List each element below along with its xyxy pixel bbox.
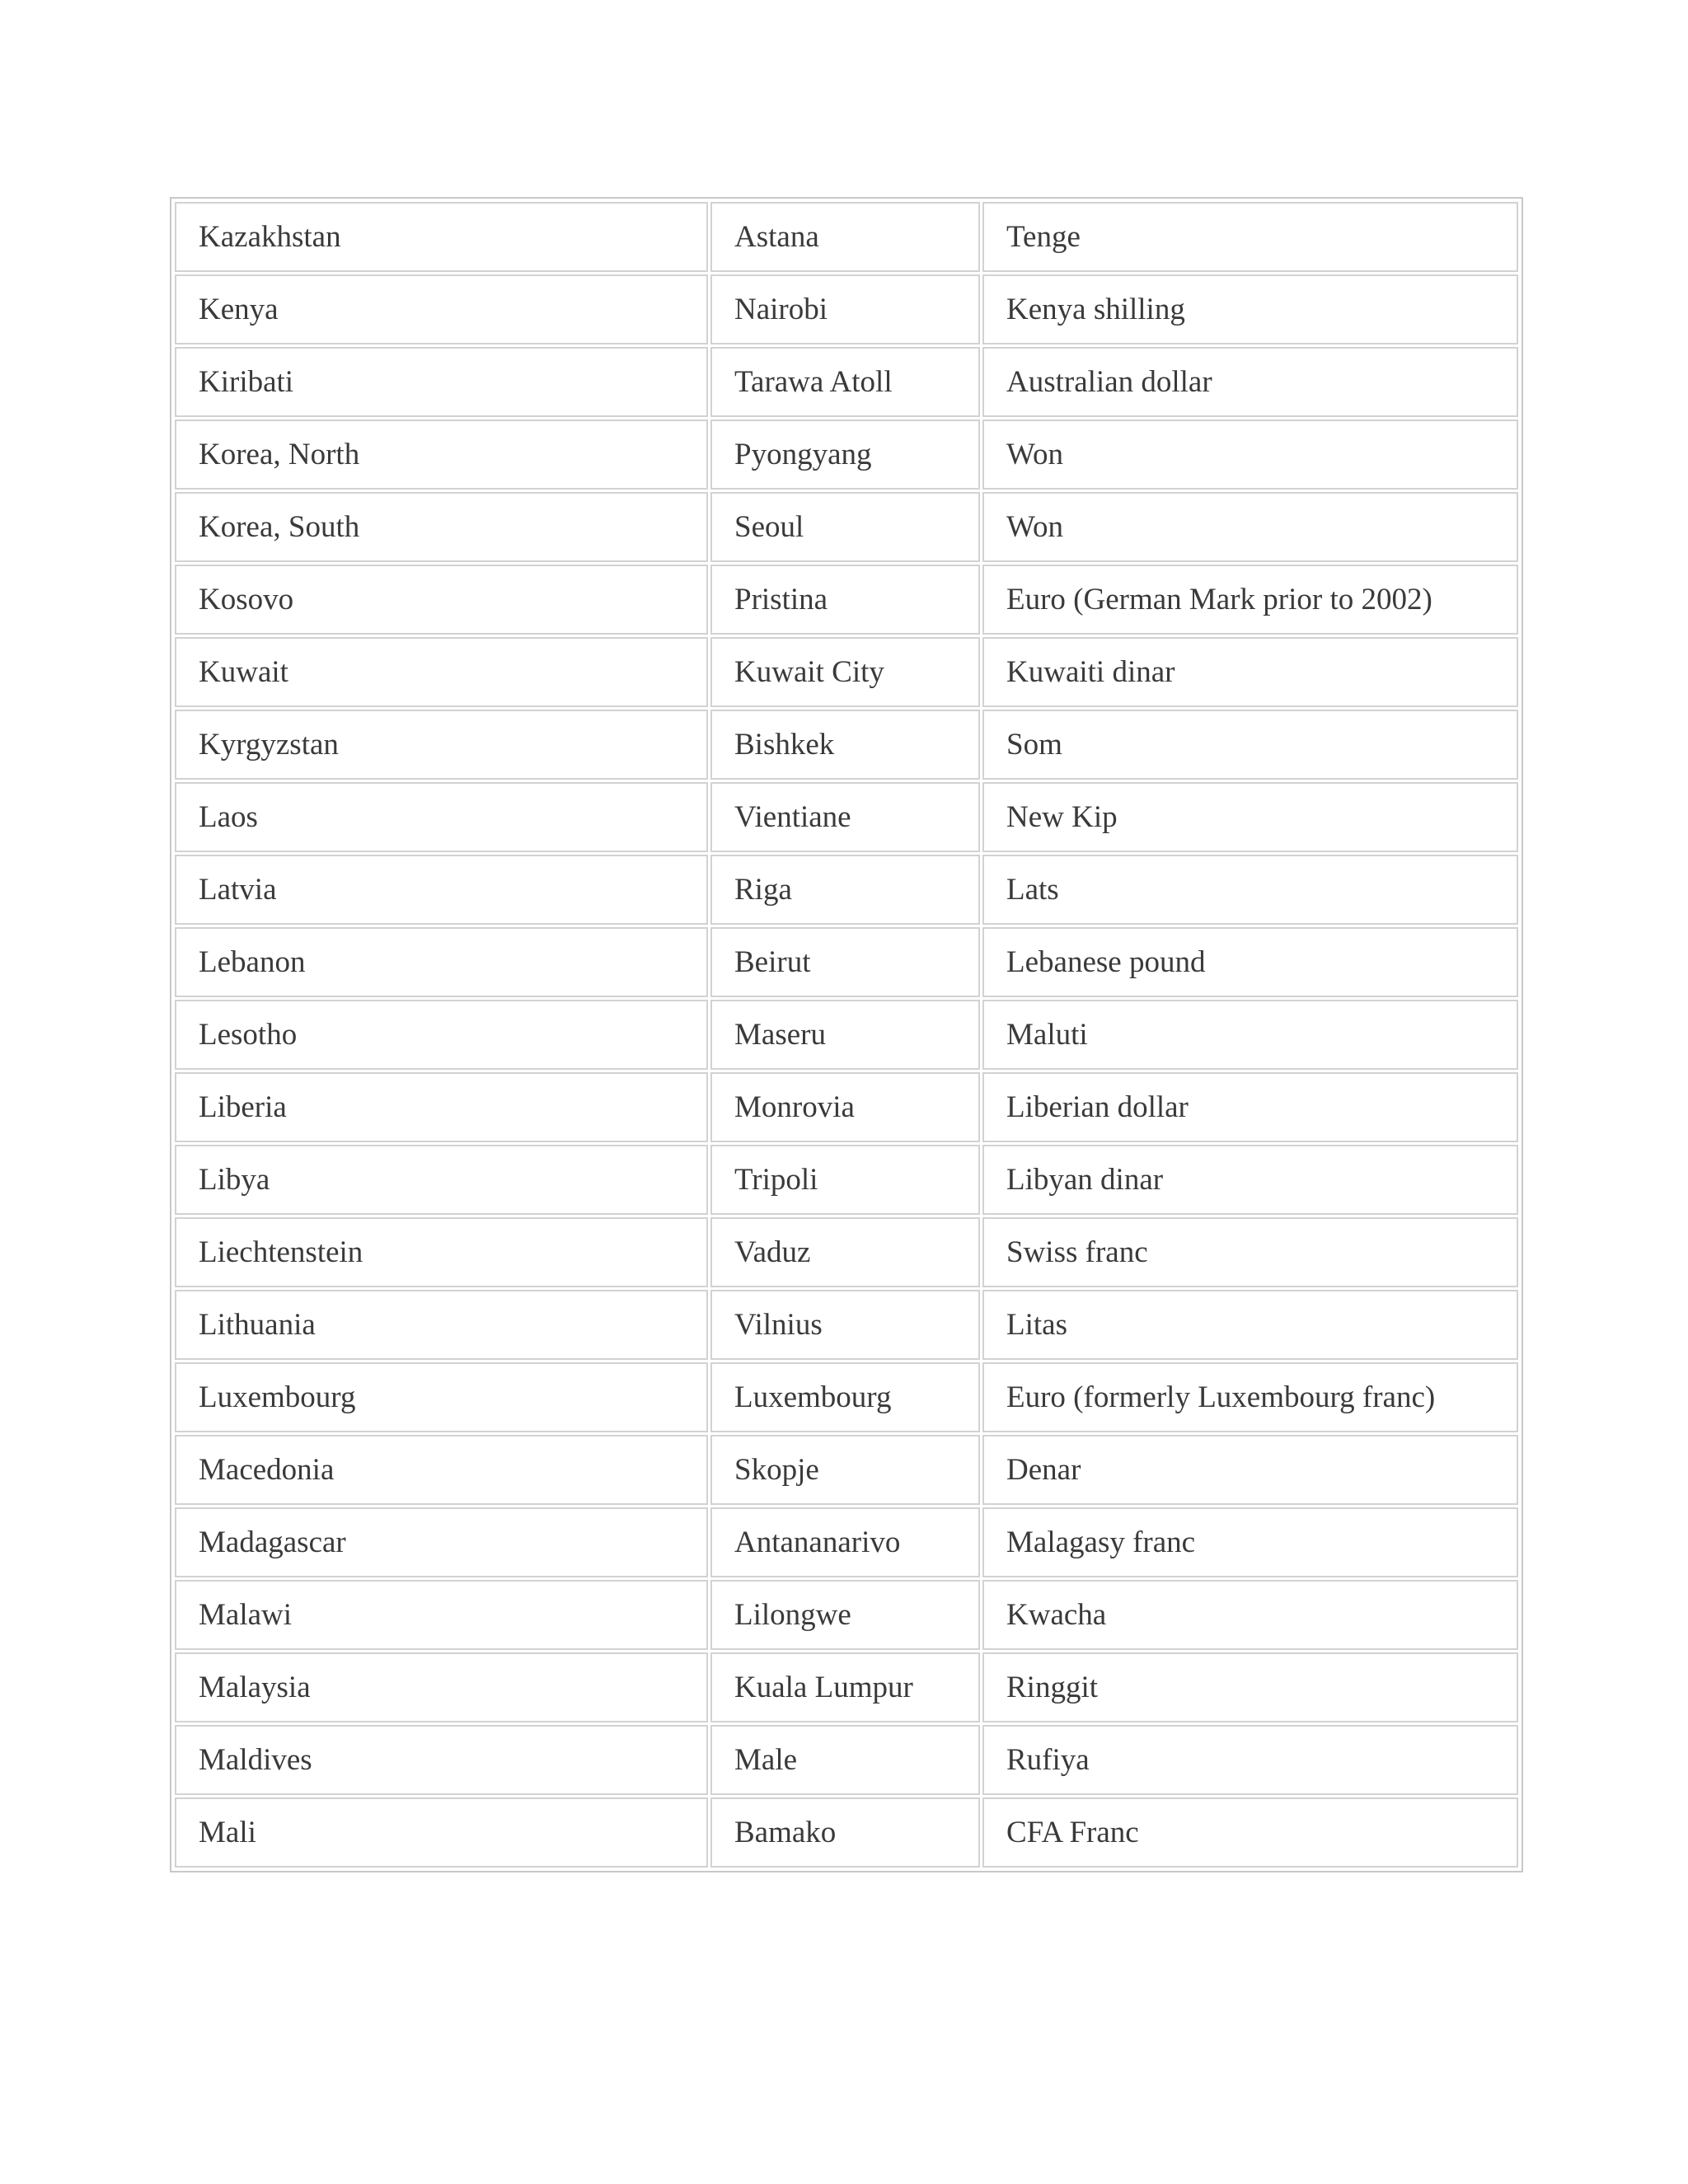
table-row (175, 782, 1518, 852)
capital-cell: Luxembourg (710, 1362, 980, 1432)
capital-cell: Nairobi (710, 274, 980, 344)
capital-cell: Male (710, 1725, 980, 1795)
country-cell: Liberia (175, 1072, 708, 1142)
currency-cell: Won (982, 492, 1518, 562)
capital-cell: Astana (710, 202, 980, 272)
table-row (175, 1217, 1518, 1287)
country-cell: Korea, North (175, 419, 708, 490)
capital-cell: Bishkek (710, 710, 980, 780)
country-cell: Kazakhstan (175, 202, 708, 272)
capital-cell: Bamako (710, 1797, 980, 1868)
table-row (175, 1580, 1518, 1650)
table-row (175, 274, 1518, 344)
country-cell: Lesotho (175, 1000, 708, 1070)
capital-cell: Pristina (710, 565, 980, 635)
countries-capitals-currencies-table (172, 199, 1521, 1870)
currency-cell: Tenge (982, 202, 1518, 272)
currency-cell: New Kip (982, 782, 1518, 852)
currency-cell: Ringgit (982, 1652, 1518, 1722)
table-row (175, 1290, 1518, 1360)
currency-cell: Lats (982, 855, 1518, 925)
country-cell: Macedonia (175, 1435, 708, 1505)
currency-cell: Rufiya (982, 1725, 1518, 1795)
table-row (175, 1145, 1518, 1215)
table-row (175, 1725, 1518, 1795)
table-row (175, 202, 1518, 272)
table-row (175, 1507, 1518, 1577)
country-cell: Libya (175, 1145, 708, 1215)
table-row (175, 347, 1518, 417)
country-cell: Luxembourg (175, 1362, 708, 1432)
table-row (175, 1362, 1518, 1432)
currency-cell: Libyan dinar (982, 1145, 1518, 1215)
country-cell: Laos (175, 782, 708, 852)
capital-cell: Vaduz (710, 1217, 980, 1287)
currency-cell: Kwacha (982, 1580, 1518, 1650)
capital-cell: Riga (710, 855, 980, 925)
capital-cell: Pyongyang (710, 419, 980, 490)
capital-cell: Seoul (710, 492, 980, 562)
currency-cell: Won (982, 419, 1518, 490)
country-cell: Kuwait (175, 637, 708, 707)
capital-cell: Lilongwe (710, 1580, 980, 1650)
currency-cell: Euro (German Mark prior to 2002) (982, 565, 1518, 635)
capital-cell: Kuwait City (710, 637, 980, 707)
table-row (175, 927, 1518, 997)
table-row (175, 492, 1518, 562)
capital-cell: Kuala Lumpur (710, 1652, 980, 1722)
table-row (175, 1072, 1518, 1142)
table-row (175, 1652, 1518, 1722)
capital-cell: Tarawa Atoll (710, 347, 980, 417)
table-row (175, 565, 1518, 635)
table-row (175, 855, 1518, 925)
table-row (175, 419, 1518, 490)
currency-cell: Lebanese pound (982, 927, 1518, 997)
currency-cell: Litas (982, 1290, 1518, 1360)
table-row (175, 710, 1518, 780)
currency-cell: Euro (formerly Luxembourg franc) (982, 1362, 1518, 1432)
capital-cell: Vilnius (710, 1290, 980, 1360)
capital-cell: Monrovia (710, 1072, 980, 1142)
country-cell: Mali (175, 1797, 708, 1868)
capital-cell: Beirut (710, 927, 980, 997)
table-row (175, 637, 1518, 707)
country-cell: Korea, South (175, 492, 708, 562)
countries-table-container (170, 197, 1523, 1872)
country-cell: Kiribati (175, 347, 708, 417)
table-row (175, 1797, 1518, 1868)
currency-cell: CFA Franc (982, 1797, 1518, 1868)
table-row (175, 1000, 1518, 1070)
capital-cell: Skopje (710, 1435, 980, 1505)
country-cell: Lebanon (175, 927, 708, 997)
country-cell: Maldives (175, 1725, 708, 1795)
capital-cell: Tripoli (710, 1145, 980, 1215)
country-cell: Liechtenstein (175, 1217, 708, 1287)
currency-cell: Som (982, 710, 1518, 780)
currency-cell: Kuwaiti dinar (982, 637, 1518, 707)
currency-cell: Denar (982, 1435, 1518, 1505)
currency-cell: Australian dollar (982, 347, 1518, 417)
country-cell: Malaysia (175, 1652, 708, 1722)
currency-cell: Malagasy franc (982, 1507, 1518, 1577)
country-cell: Latvia (175, 855, 708, 925)
country-cell: Kosovo (175, 565, 708, 635)
currency-cell: Maluti (982, 1000, 1518, 1070)
country-cell: Lithuania (175, 1290, 708, 1360)
country-cell: Madagascar (175, 1507, 708, 1577)
capital-cell: Antananarivo (710, 1507, 980, 1577)
country-cell: Kyrgyzstan (175, 710, 708, 780)
capital-cell: Vientiane (710, 782, 980, 852)
currency-cell: Kenya shilling (982, 274, 1518, 344)
country-cell: Malawi (175, 1580, 708, 1650)
table-row (175, 1435, 1518, 1505)
currency-cell: Swiss franc (982, 1217, 1518, 1287)
country-cell: Kenya (175, 274, 708, 344)
table-body (175, 202, 1518, 1868)
currency-cell: Liberian dollar (982, 1072, 1518, 1142)
capital-cell: Maseru (710, 1000, 980, 1070)
